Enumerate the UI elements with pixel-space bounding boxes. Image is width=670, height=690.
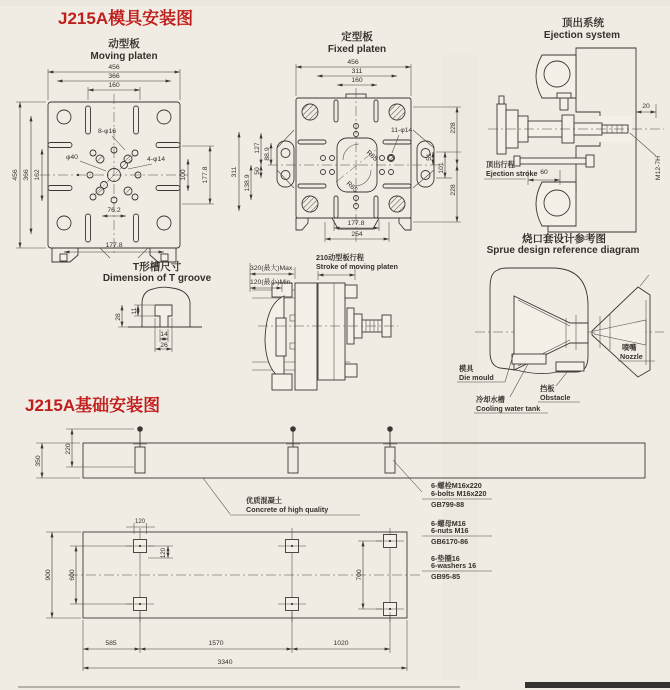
dim-1020: 1020 bbox=[333, 640, 349, 647]
nozzle-label-cn: 喷嘴 bbox=[622, 343, 637, 352]
t-groove-label-cn: T形槽尺寸 bbox=[132, 261, 182, 273]
dim-1389-left: 138.9 bbox=[244, 174, 251, 192]
foundation-plan-view bbox=[45, 519, 422, 671]
concrete-callout bbox=[203, 478, 360, 515]
dim-600: 600 bbox=[69, 569, 76, 581]
concrete-label-en: Concrete of high quality bbox=[246, 505, 329, 514]
washers-label-en: 6-washers 16 bbox=[431, 561, 477, 570]
obstacle-label-en: Obstacle bbox=[540, 393, 571, 402]
obstacle-label-cn: 挡板 bbox=[540, 384, 555, 393]
scan-smudges bbox=[18, 682, 670, 688]
fixed-platen-center-pocket bbox=[321, 124, 394, 209]
fixed-platen-centerlines bbox=[268, 88, 444, 242]
stroke-label-en: Stroke of moving platen bbox=[316, 262, 398, 271]
moving-platen-label-cn: 动型板 bbox=[108, 38, 140, 50]
ejection-stroke-label-cn: 顶出行程 bbox=[486, 160, 515, 169]
dim-889-left: 88.9 bbox=[264, 147, 271, 161]
fixed-platen-label-en: Fixed platen bbox=[327, 44, 387, 55]
dim-700: 700 bbox=[356, 569, 363, 581]
callout-11-d14: 11-φ14 bbox=[391, 127, 413, 134]
dim-11: 11 bbox=[131, 307, 138, 315]
foundation-section-dimensions bbox=[35, 429, 134, 478]
dim-456-left: 456 bbox=[12, 169, 19, 181]
nuts-label-cn: 6-螺母M16 bbox=[431, 519, 466, 528]
dim-m12-thread: M12-7H bbox=[655, 155, 662, 181]
foundation-section-view bbox=[35, 426, 645, 581]
dim-254-fixed: 254 bbox=[351, 231, 363, 238]
dim-1570: 1570 bbox=[208, 640, 224, 647]
moving-platen-hole-callouts bbox=[66, 128, 165, 171]
ejection-system-view bbox=[484, 16, 664, 232]
dim-101-right: 101 bbox=[438, 162, 445, 174]
anchor-bolt-1 bbox=[133, 426, 147, 473]
ejection-label-cn: 顶出系统 bbox=[562, 17, 604, 29]
anchor-bolt-2 bbox=[286, 426, 300, 473]
foundation-install-title: J215A基础安装图 bbox=[25, 396, 161, 415]
dim-220: 220 bbox=[65, 443, 72, 455]
dim-r65-a: R65 bbox=[364, 149, 379, 163]
dim-762-bottom: 76.2 bbox=[107, 207, 121, 214]
dim-456-top: 456 bbox=[108, 64, 120, 71]
mold-install-title: J215A模具安装图 bbox=[58, 9, 194, 28]
dim-228-top-right: 228 bbox=[450, 122, 457, 134]
t-groove-label-en: Dimension of T groove bbox=[102, 273, 212, 284]
washers-label-cn: 6-垫圈16 bbox=[431, 554, 460, 563]
ejection-stroke-label-en: Ejection stroke bbox=[486, 169, 538, 178]
foundation-plan-dimensions bbox=[45, 519, 407, 671]
stroke-label-cn: 210动型板行程 bbox=[316, 253, 364, 262]
obstacle-plate bbox=[556, 362, 584, 371]
dim-228-bottom-right: 228 bbox=[450, 184, 457, 196]
dim-127-left: 127 bbox=[254, 142, 261, 154]
fixed-platen-label-cn: 定型板 bbox=[341, 31, 373, 43]
dim-160-top: 160 bbox=[108, 82, 120, 89]
dim-20: 20 bbox=[642, 103, 650, 110]
water-tank-label-cn: 冷却水槽 bbox=[476, 395, 505, 404]
ejection-top-lug bbox=[536, 55, 576, 98]
t-nut-b bbox=[290, 343, 295, 349]
dim-120-horizontal: 120 bbox=[134, 519, 146, 525]
moving-platen-label-en: Moving platen bbox=[90, 51, 158, 62]
dim-26: 26 bbox=[160, 342, 168, 349]
dim-r65-b: R65 bbox=[344, 180, 359, 194]
dim-350: 350 bbox=[35, 455, 42, 467]
nuts-label-en: 6-nuts M16 bbox=[431, 526, 469, 535]
dim-1778-fixed: 177.8 bbox=[347, 220, 365, 227]
dim-1778-bottom: 177.8 bbox=[105, 242, 123, 249]
anchor-bolt-3 bbox=[383, 426, 397, 473]
moving-platen-dimensions bbox=[12, 64, 214, 252]
dim-60-stroke: 60 bbox=[540, 169, 548, 176]
t-nut-a bbox=[290, 315, 295, 321]
sprue-callouts bbox=[457, 343, 655, 413]
dim-900: 900 bbox=[45, 569, 52, 581]
moving-platen-side bbox=[295, 283, 317, 390]
bolts-label-en: 6-bolts M16x220 bbox=[431, 489, 487, 498]
nuts-standard: GB6170-86 bbox=[431, 537, 469, 546]
t-groove-view bbox=[103, 260, 212, 352]
dim-456-fixed: 456 bbox=[347, 59, 359, 66]
bolts-label-cn: 6-螺栓M16x220 bbox=[431, 481, 482, 490]
dim-585: 585 bbox=[105, 640, 117, 647]
sprue-design-view bbox=[457, 232, 664, 413]
sprue-title-cn: 烧口套设计参考图 bbox=[522, 233, 606, 245]
tie-bar-nut-top bbox=[345, 285, 357, 298]
moving-platen-centerlines bbox=[40, 94, 188, 256]
dim-14: 14 bbox=[160, 331, 168, 338]
die-mould-label-cn: 模具 bbox=[459, 364, 474, 373]
dim-311-top: 311 bbox=[351, 68, 363, 75]
fixed-platen-side-ears bbox=[277, 130, 434, 188]
moving-platen-view bbox=[12, 37, 214, 262]
dim-3340: 3340 bbox=[217, 659, 233, 666]
moving-platen-feet bbox=[52, 248, 176, 262]
callout-d40: φ40 bbox=[66, 154, 78, 161]
concrete-label-cn: 优质混凝土 bbox=[246, 496, 282, 505]
stroke-side-view bbox=[250, 253, 398, 390]
dim-162-left: 162 bbox=[34, 169, 41, 181]
dim-100-right: 100 bbox=[180, 169, 187, 181]
washers-standard: GB95-85 bbox=[431, 572, 461, 581]
dim-120-vertical: 120 bbox=[161, 547, 167, 559]
cooling-water-tank bbox=[512, 354, 546, 364]
concrete-slab bbox=[83, 443, 645, 478]
tie-bar-nut-bottom bbox=[345, 364, 357, 377]
dim-50-left: 50 bbox=[254, 167, 261, 175]
nozzle-label-en: Nozzle bbox=[620, 352, 643, 361]
dim-366-left: 366 bbox=[23, 169, 30, 181]
callout-4-d14: 4-φ14 bbox=[147, 156, 166, 163]
dim-51-right: 51 bbox=[426, 153, 433, 161]
dim-311-left: 311 bbox=[231, 166, 238, 178]
fixed-platen-view bbox=[231, 30, 461, 242]
fixed-platen-side bbox=[318, 283, 345, 380]
ejection-bottom-lug bbox=[536, 182, 576, 226]
dim-366-top: 366 bbox=[108, 73, 120, 80]
bolts-standard: GB799-88 bbox=[431, 500, 465, 509]
dim-160-fixed: 160 bbox=[351, 77, 363, 84]
toggle-mechanism bbox=[265, 283, 292, 390]
dim-28: 28 bbox=[115, 313, 122, 321]
dim-320-max: 320(最大)Max. bbox=[250, 265, 295, 272]
ejection-label-en: Ejection system bbox=[543, 30, 621, 41]
dim-1778-right: 177.8 bbox=[202, 166, 209, 184]
water-tank-label-en: Cooling water tank bbox=[476, 404, 541, 413]
sprue-title-en: Sprue design reference diagram bbox=[486, 245, 640, 256]
callout-8-d16: 8-φ16 bbox=[98, 128, 117, 135]
die-mould-label-en: Die mould bbox=[459, 373, 494, 382]
nozzle-bore bbox=[594, 320, 646, 345]
dim-120-min: 120(最小)Min. bbox=[250, 279, 293, 286]
